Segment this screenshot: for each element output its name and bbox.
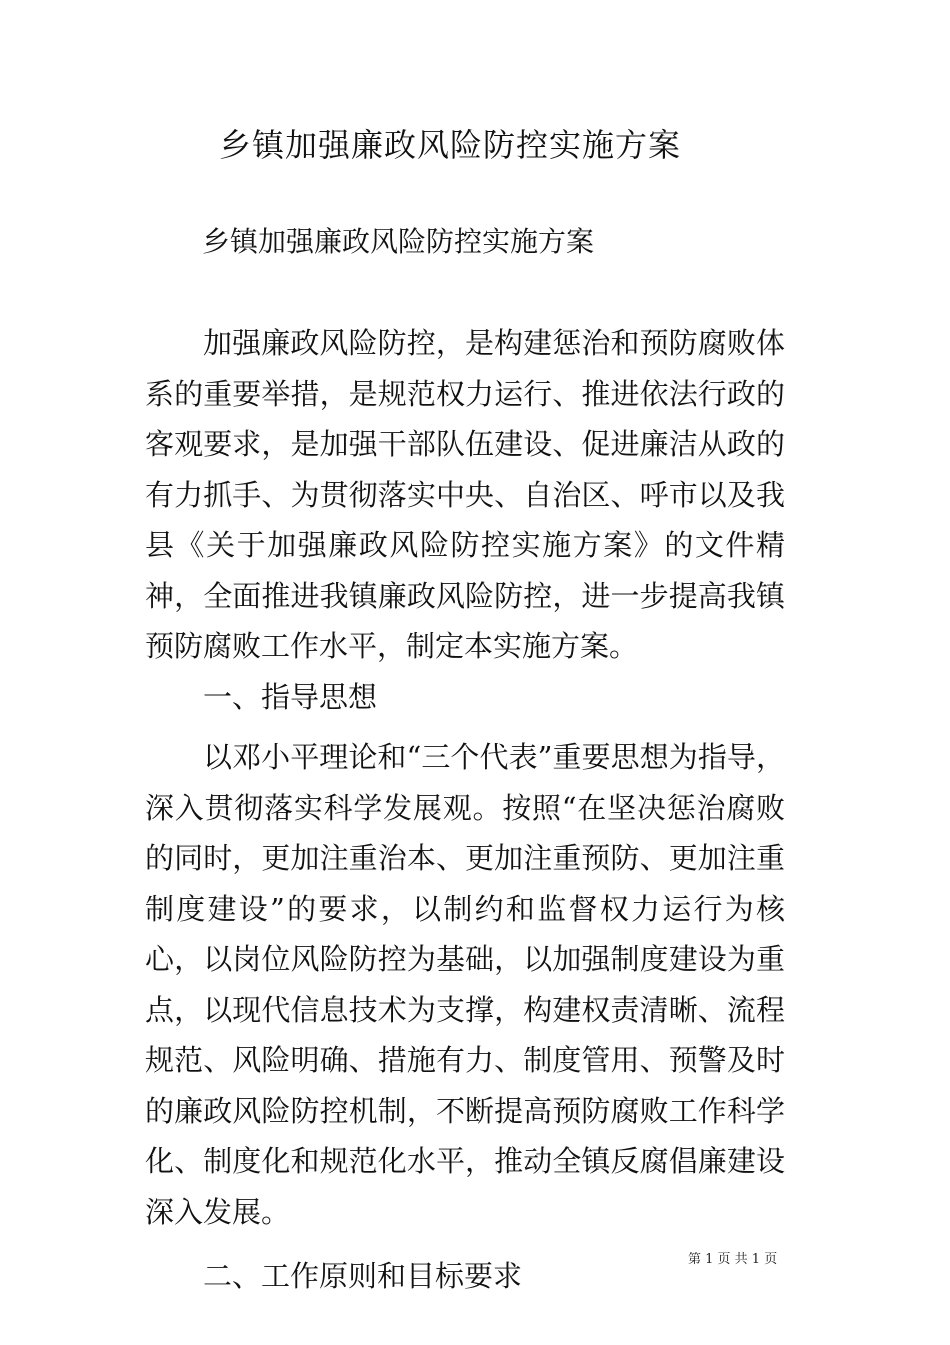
guiding-ideology-paragraph: 以邓小平理论和“三个代表”重要思想为指导，深入贯彻落实科学发展观。按照“在坚决惩治腐败的同时，更加注重治本、更加注重预防、更加注重制度建设”的要求，以制约和监督权力运行为核心，以岗位风险防控为基础，以加强制度建设为重点，以现代信息技术为支撑，构建权责清晰、流程规范、风险明确、措施有力、制度管用、预警及时的廉政风险防控机制，不断提高预防腐败工作科学化、制度化和规范化水平，推动全镇反腐倡廉建设深入发展。	[145, 740, 785, 1229]
section-heading-principles-and-goals: 二、工作原则和目标要求	[203, 1259, 523, 1293]
section-heading-guiding-ideology: 一、指导思想	[203, 679, 378, 714]
document-title: 乡镇加强廉政风险防控实施方案	[218, 126, 681, 164]
page-number: 第 1 页 共 1 页	[688, 1252, 778, 1267]
document-body	[145, 318, 785, 1302]
intro-paragraph: 加强廉政风险防控，是构建惩治和预防腐败体系的重要举措，是规范权力运行、推进依法行政的客观要求，是加强干部队伍建设、促进廉洁从政的有力抓手、为贯彻落实中央、自治区、呼市以及我县《关于加强廉政风险防控实施方案》的文件精神，全面推进我镇廉政风险防控，进一步提高我镇预防腐败工作水平，制定本实施方案。	[145, 326, 785, 663]
document-subtitle: 乡镇加强廉政风险防控实施方案	[202, 225, 595, 258]
